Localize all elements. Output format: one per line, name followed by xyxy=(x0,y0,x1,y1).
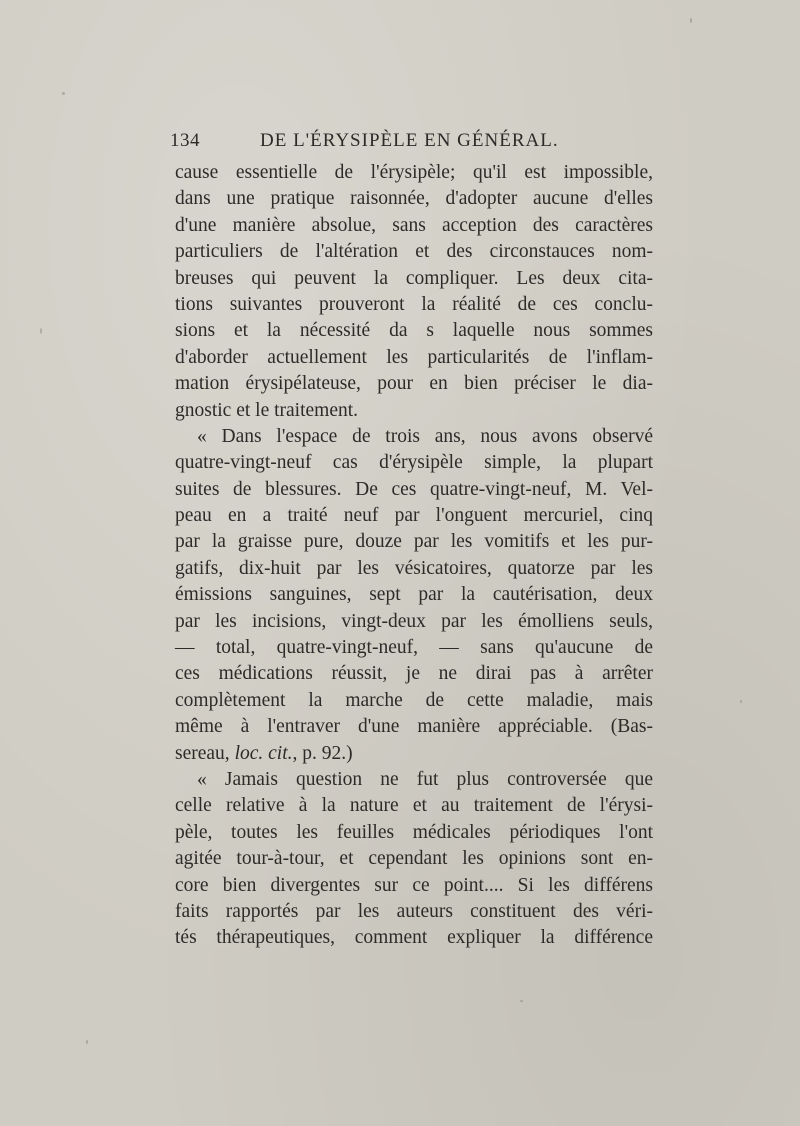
text-line: d'une manière absolue, sans acception des caractères xyxy=(175,214,653,236)
paper-speck xyxy=(740,700,742,703)
text-line: par la graisse pure, douze par les vomitifs et les pur- xyxy=(175,531,653,553)
text-line: faits rapportés par les auteurs constituent des véri- xyxy=(175,900,653,922)
text-line: mation érysipélateuse, pour en bien préciser le dia- xyxy=(175,373,653,395)
text-line: gnostic et le traitement. xyxy=(175,399,359,421)
paper-speck xyxy=(520,1000,523,1002)
text-line: par les incisions, vingt-deux par les émolliens seuls, xyxy=(175,610,653,632)
text-line: core bien divergentes sur ce point.... Si les différens xyxy=(175,874,653,896)
paper-speck xyxy=(62,92,65,95)
page-header xyxy=(170,130,650,156)
text-line: — total, quatre-vingt-neuf, — sans qu'aucune de xyxy=(175,637,653,659)
text-line: tions suivantes prouveront la réalité de ces conclu- xyxy=(175,293,653,315)
text-line: suites de blessures. De ces quatre-vingt-neuf, M. Vel- xyxy=(175,478,653,500)
text-line: d'aborder actuellement les particularités de l'inflam- xyxy=(175,346,653,368)
paper-speck xyxy=(86,1040,88,1044)
citation-italic: loc. cit. xyxy=(234,742,293,764)
text-line: sions et la nécessité da s laquelle nous sommes xyxy=(175,320,653,342)
text-line: ces médications réussit, je ne dirai pas à arrêter xyxy=(175,663,653,685)
text-line: particuliers de l'altération et des circonstauces nom- xyxy=(175,241,653,263)
text-line: celle relative à la nature et au traitement de l'érysi- xyxy=(175,795,653,817)
text-line: peau en a traité neuf par l'onguent mercuriel, cinq xyxy=(175,505,653,527)
text-line: complètement la marche de cette maladie, mais xyxy=(175,689,653,711)
paper-speck xyxy=(690,18,692,23)
text-line: émissions sanguines, sept par la cautérisation, deux xyxy=(175,584,653,606)
text-line: tés thérapeutiques, comment expliquer la différence xyxy=(175,927,653,949)
paper-speck xyxy=(40,328,42,334)
body-text xyxy=(175,160,653,952)
text-line: « Dans l'espace de trois ans, nous avons observé xyxy=(197,425,653,447)
text-line: breuses qui peuvent la compliquer. Les deux cita- xyxy=(175,267,653,289)
page-number: 134 xyxy=(170,130,200,151)
text-line: cause essentielle de l'érysipèle; qu'il est impossible, xyxy=(175,162,653,183)
text-line: sereau, loc. cit., p. 92.) xyxy=(175,742,353,764)
text-line: agitée tour-à-tour, et cependant les opinions sont en- xyxy=(175,848,653,870)
running-title: DE L'ÉRYSIPÈLE EN GÉNÉRAL. xyxy=(260,130,559,151)
text-line: gatifs, dix-huit par les vésicatoires, quatorze par les xyxy=(175,557,653,579)
text-line: pèle, toutes les feuilles médicales périodiques l'ont xyxy=(175,821,653,843)
text-line: dans une pratique raisonnée, d'adopter aucune d'elles xyxy=(175,188,653,210)
text-line: « Jamais question ne fut plus controversée que xyxy=(197,768,653,790)
text-line: quatre-vingt-neuf cas d'érysipèle simple, la plupart xyxy=(175,452,653,474)
text-line: même à l'entraver d'une manière appréciable. (Bas- xyxy=(175,716,653,738)
